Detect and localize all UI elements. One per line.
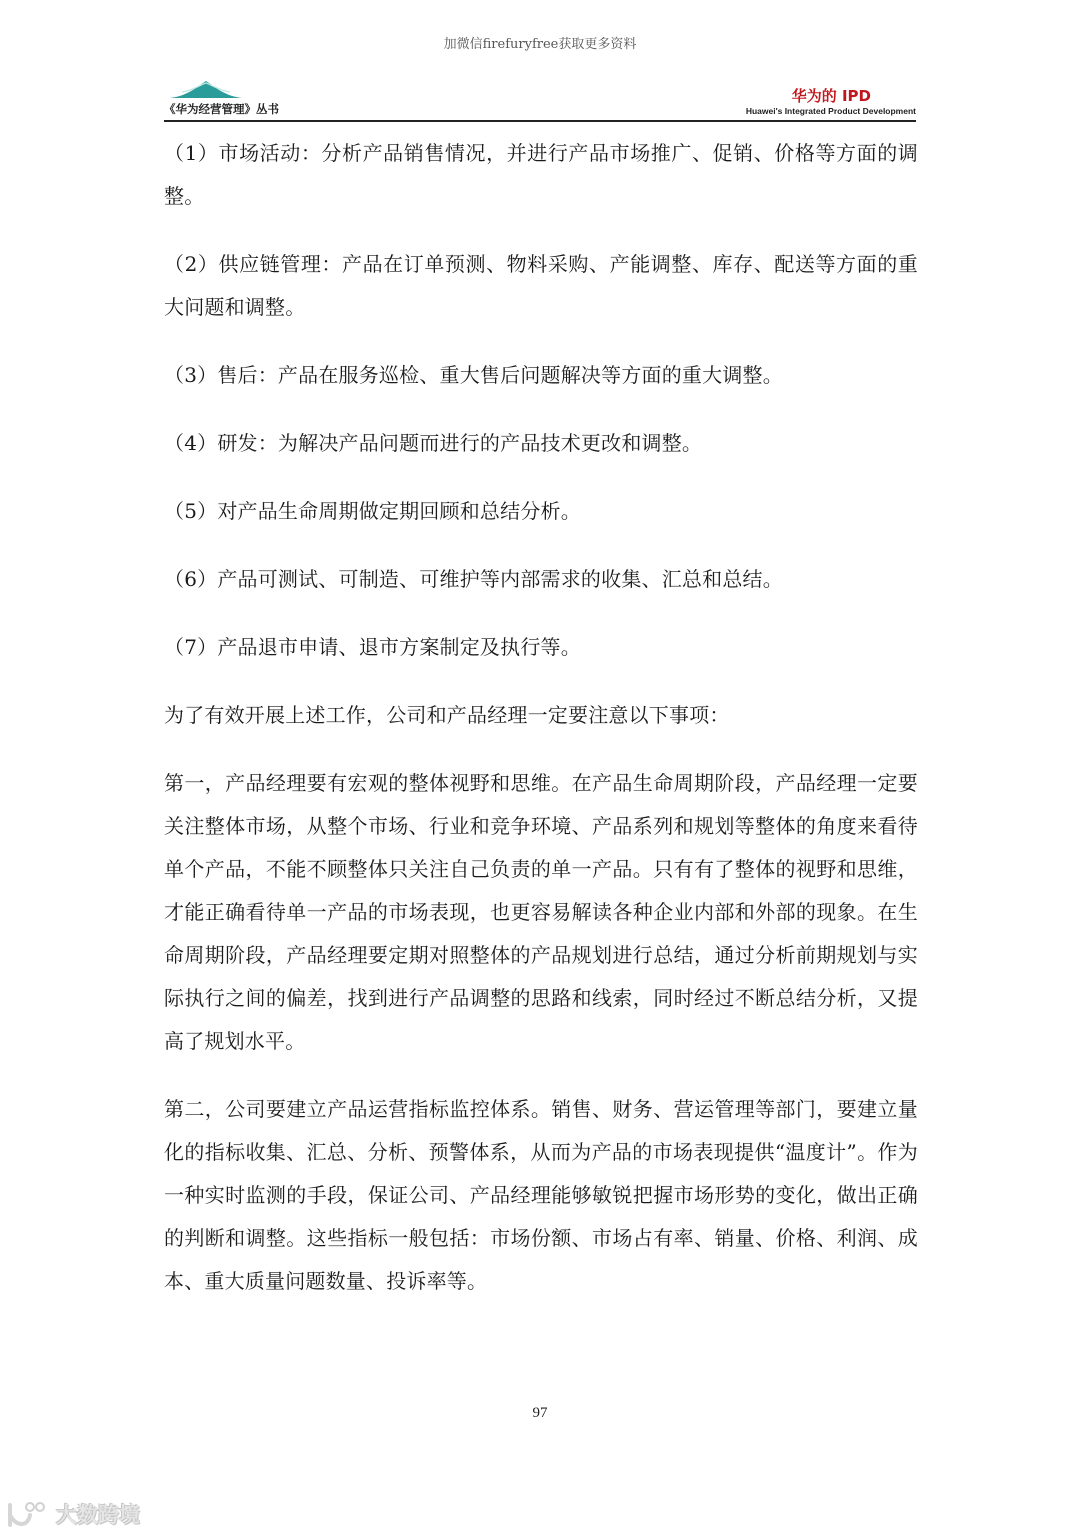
paragraph-first: 第一，产品经理要有宏观的整体视野和思维。在产品生命周期阶段，产品经理一定要关注整体市场，从整个市场、行业和竞争环境、产品系列和规划等整体的角度来看待单个产品，不能不顾整体只关注自己负责的单一产品。只有有了整体的视野和思维，才能正确看待单一产品的市场表现，也更容易解读各种企业内部和外部的现象。在生命周期阶段，产品经理要定期对照整体的产品规划进行总结，通过分析前期规划与实际执行之间的偏差，找到进行产品调整的思路和线索，同时经过不断总结分析，又提高了规划水平。: [164, 771, 918, 1053]
page-body: [164, 132, 918, 1328]
list-item: （4）研发：为解决产品问题而进行的产品技术更改和调整。: [164, 431, 703, 455]
watermark-text: 大数跨境: [56, 1503, 140, 1527]
series-title: 《华为经营管理》丛书: [164, 102, 279, 116]
list-item: （7）产品退市申请、退市方案制定及执行等。: [164, 635, 581, 659]
list-item: （3）售后：产品在服务巡检、重大售后问题解决等方面的重大调整。: [164, 363, 783, 387]
list-item: （1）市场活动：分析产品销售情况，并进行产品市场推广、促销、价格等方面的调整。: [164, 141, 918, 208]
brand-block: [746, 87, 916, 117]
watermark-logo-icon: [6, 1499, 50, 1529]
paragraph-second: 第二，公司要建立产品运营指标监控体系。销售、财务、营运管理等部门，要建立量化的指标收集、汇总、分析、预警体系，从而为产品的市场表现提供“温度计”。作为一种实时监测的手段，保证公司、产品经理能够敏锐把握市场形势的变化，做出正确的判断和调整。这些指标一般包括：市场份额、市场占有率、销量、价格、利润、成本、重大质量问题数量、投诉率等。: [164, 1097, 918, 1293]
mountain-logo-icon: [168, 78, 244, 100]
list-item: （6）产品可测试、可制造、可维护等内部需求的收集、汇总和总结。: [164, 567, 783, 591]
intro-paragraph: 为了有效开展上述工作，公司和产品经理一定要注意以下事项：: [164, 703, 730, 727]
page-number: 97: [532, 1405, 548, 1421]
page-header: [164, 78, 916, 122]
list-item: （2）供应链管理：产品在订单预测、物料采购、产能调整、库存、配送等方面的重大问题和调整。: [164, 252, 918, 319]
brand-title: 华为的 IPD: [791, 87, 871, 105]
brand-subtitle: Huawei's Integrated Product Development: [745, 106, 916, 116]
list-item: （5）对产品生命周期做定期回顾和总结分析。: [164, 499, 581, 523]
bottom-watermark: [6, 1497, 140, 1531]
top-watermark-text: 加微信firefuryfree获取更多资料: [443, 37, 637, 52]
